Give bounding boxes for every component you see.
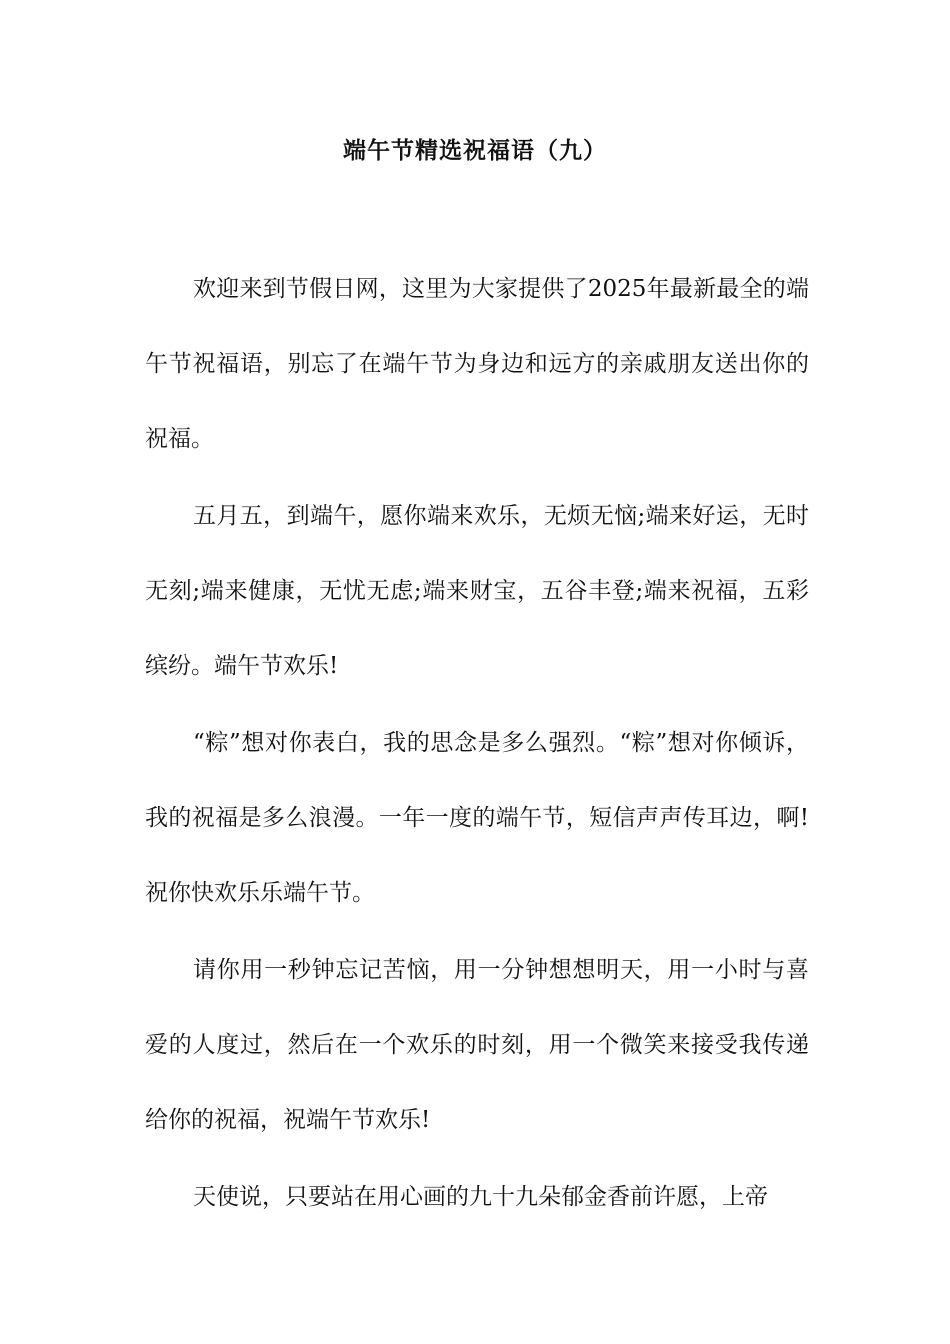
document-body bbox=[145, 252, 809, 1237]
paragraph-blessing-1: 五月五，到端午，愿你端来欢乐，无烦无恼;端来好运，无时无刻;端来健康，无忧无虑;端来财宝，五谷丰登;端来祝福，五彩缤纷。端午节欢乐! bbox=[145, 503, 809, 679]
document-title: 端午节精选祝福语（九） bbox=[343, 137, 607, 164]
paragraph-blessing-3: 请你用一秒钟忘记苦恼，用一分钟想想明天，用一小时与喜爱的人度过，然后在一个欢乐的时刻，用一个微笑来接受我传递给你的祝福，祝端午节欢乐! bbox=[145, 957, 809, 1133]
paragraph-blessing-2: “粽”想对你表白，我的思念是多么强烈。“粽”想对你倾诉，我的祝福是多么浪漫。一年一度的端午节，短信声声传耳边，啊!祝你快欢乐乐端午节。 bbox=[145, 730, 809, 906]
paragraph-intro: 欢迎来到节假日网，这里为大家提供了2025年最新最全的端午节祝福语，别忘了在端午节为身边和远方的亲戚朋友送出你的祝福。 bbox=[145, 276, 809, 452]
paragraph-blessing-4: 天使说，只要站在用心画的九十九朵郁金香前许愿，上帝 bbox=[193, 1184, 768, 1210]
